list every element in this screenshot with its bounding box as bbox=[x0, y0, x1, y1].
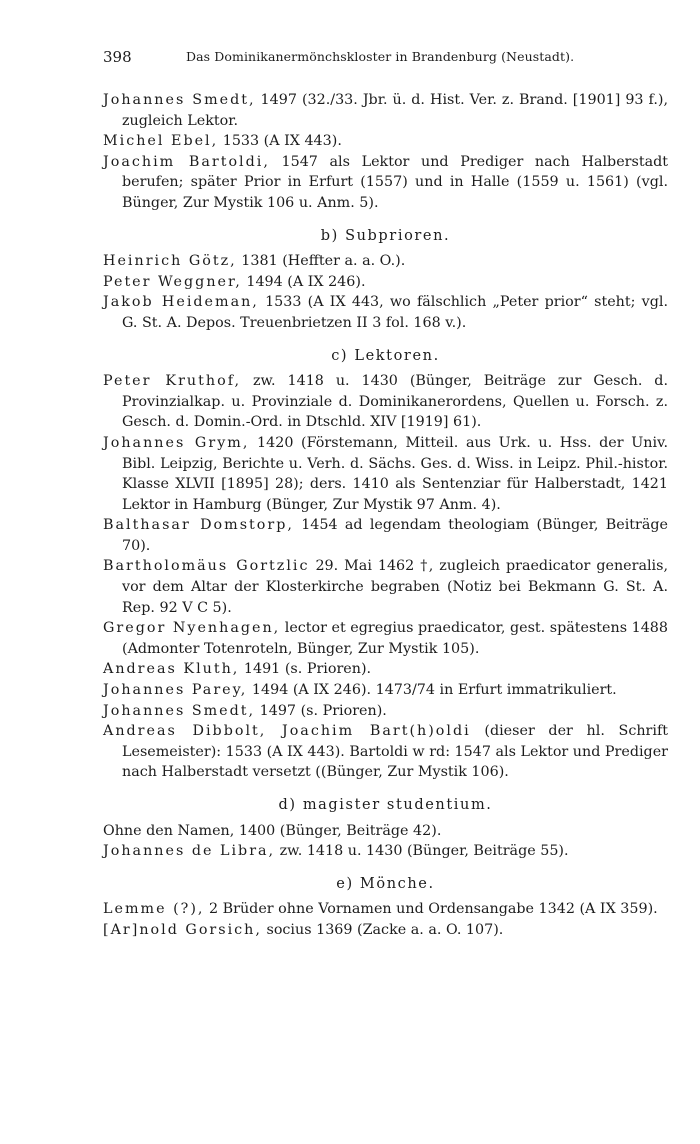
entry-name: Johannes Parey, bbox=[103, 682, 248, 699]
entry bbox=[103, 920, 668, 941]
document-page bbox=[103, 48, 668, 941]
entry-name: Andreas Kluth, bbox=[103, 661, 240, 678]
section-moenche bbox=[103, 874, 668, 941]
entry-name: Peter Weggner, bbox=[103, 273, 242, 290]
entry bbox=[103, 659, 668, 680]
entry bbox=[103, 272, 668, 293]
entry-name: Jakob Heideman, bbox=[103, 294, 259, 311]
entry-text: 1494 (A IX 246). bbox=[241, 273, 366, 290]
entry-text: 1497 (32./33. Jbr. ü. d. Hist. Ver. z. Brand. [1901] 93 f.), zugleich Lektor. bbox=[122, 92, 668, 129]
running-title: Das Dominikanermönchskloster in Brandenburg (Neustadt). bbox=[186, 49, 575, 64]
entry bbox=[103, 899, 668, 920]
entry bbox=[103, 618, 668, 659]
entry bbox=[103, 371, 668, 433]
entry bbox=[103, 292, 668, 333]
entry bbox=[103, 701, 668, 722]
entry-name: [Ar]nold Gorsich, bbox=[103, 921, 262, 938]
entry-text: 1547 als Lektor und Prediger nach Halberstadt berufen; später Prior in Erfurt (1557) und in Halle (1559 u. 1561) (vgl. Bünger, Zur Mystik 106 u. Anm. 5). bbox=[122, 153, 668, 211]
entry-text: 1497 (s. Prioren). bbox=[255, 702, 387, 719]
entry-text: (dieser der hl. Schrift Lesemeister): 1533 (A IX 443). Bartoldi w rd: 1547 als Lektor und Prediger nach Halberstadt versetzt ((Bünger, Zur Mystik 106). bbox=[122, 723, 669, 781]
section-heading: e) Mönche. bbox=[336, 875, 435, 892]
section-lektoren bbox=[103, 346, 668, 783]
entry bbox=[103, 821, 668, 842]
section-subprioren bbox=[103, 226, 668, 334]
entry bbox=[103, 90, 668, 131]
entry-text: 1381 (Heffter a. a. O.). bbox=[236, 253, 406, 270]
section-heading: c) Lektoren. bbox=[331, 347, 440, 364]
section-heading: b) Subprioren. bbox=[320, 227, 451, 244]
entry-text: zw. 1418 u. 1430 (Bünger, Beiträge 55). bbox=[275, 843, 569, 860]
entry bbox=[103, 251, 668, 272]
entry-name: Lemme (?), bbox=[103, 901, 205, 918]
entry-text: 1533 (A IX 443). bbox=[218, 133, 342, 150]
section-heading: d) magister studentium. bbox=[278, 797, 493, 813]
entry bbox=[103, 152, 668, 214]
entry-name: Peter Kruthof, bbox=[103, 373, 242, 390]
entry-name: Heinrich Götz, bbox=[103, 253, 237, 270]
entry-name: Michel Ebel, bbox=[103, 133, 219, 150]
entry bbox=[103, 721, 668, 783]
entry-name: Johannes Smedt, bbox=[103, 702, 256, 719]
entry-name: Andreas Dibbolt, Joachim Bart(h)oldi bbox=[103, 723, 471, 740]
entry bbox=[103, 131, 668, 152]
entry bbox=[103, 841, 668, 862]
entry-text: 1420 (Förstemann, Mitteil. aus Urk. u. Hss. der Univ. Bibl. Leipzig, Berichte u. Verh. d. Sächs. Ges. d. Wiss. in Leipz. Phil.-histor. Klasse XLVII [1895] 28); ders. 1410 als Sentenziar für Halberstadt, 1421 Lektor in Hamburg (Bünger, Zur Mystik 97 Anm. 4). bbox=[122, 434, 668, 513]
entry-name: Joachim Bartoldi, bbox=[103, 153, 270, 170]
entry-text: 1533 (A IX 443, wo fälschlich „Peter prior“ steht; vgl. G. St. A. Depos. Treuenbrietzen II 3 fol. 168 v.). bbox=[122, 294, 669, 331]
section-magister-studentium bbox=[103, 795, 668, 862]
entry-name: Johannes Grym, bbox=[103, 434, 250, 451]
entry bbox=[103, 433, 668, 515]
entry-text: 2 Brüder ohne Vornamen und Ordensangabe 1342 (A IX 359). bbox=[204, 901, 658, 918]
entry bbox=[103, 556, 668, 618]
entry-text: lector et egregius praedicator, gest. spätestens 1488 (Admonter Totenroteln, Bünger, Zur Mystik 105). bbox=[122, 620, 668, 657]
intro-entries bbox=[103, 90, 668, 214]
entry-text: 1491 (s. Prioren). bbox=[239, 661, 372, 678]
entry-name: Johannes Smedt, bbox=[103, 92, 256, 108]
page-body bbox=[103, 90, 668, 941]
entry-text: socius 1369 (Zacke a. a. O. 107). bbox=[261, 921, 504, 938]
entry-text: 1494 (A IX 246). 1473/74 in Erfurt immatrikuliert. bbox=[247, 682, 617, 699]
entry bbox=[103, 680, 668, 701]
page-number: 398 bbox=[103, 48, 132, 66]
entry-name: Balthasar Domstorp, bbox=[103, 517, 294, 534]
entry-text: Ohne den Namen, 1400 (Bünger, Beiträge 42). bbox=[103, 822, 442, 839]
entry-name: Johannes de Libra, bbox=[103, 843, 276, 860]
entry-text: zw. 1418 u. 1430 (Bünger, Beiträge zur Gesch. d. Provinzialkap. u. Provinziale d. Dominikanerordens, Quellen u. Forsch. z. Gesch. d. Domin.-Ord. in Dtschld. XIV [1919] 61). bbox=[122, 373, 668, 431]
entry-text: 29. Mai 1462 †, zugleich praedicator generalis, vor dem Altar der Klosterkirche begraben (Notiz bei Bekmann G. St. A. Rep. 92 V C 5). bbox=[122, 558, 669, 616]
entry-text: 1454 ad legendam theologiam (Bünger, Beiträge 70). bbox=[122, 517, 668, 554]
entry bbox=[103, 515, 668, 556]
entry-name: Bartholomäus Gortzlic bbox=[103, 558, 310, 575]
entry-name: Gregor Nyenhagen, bbox=[103, 620, 281, 637]
page-header bbox=[103, 48, 668, 70]
